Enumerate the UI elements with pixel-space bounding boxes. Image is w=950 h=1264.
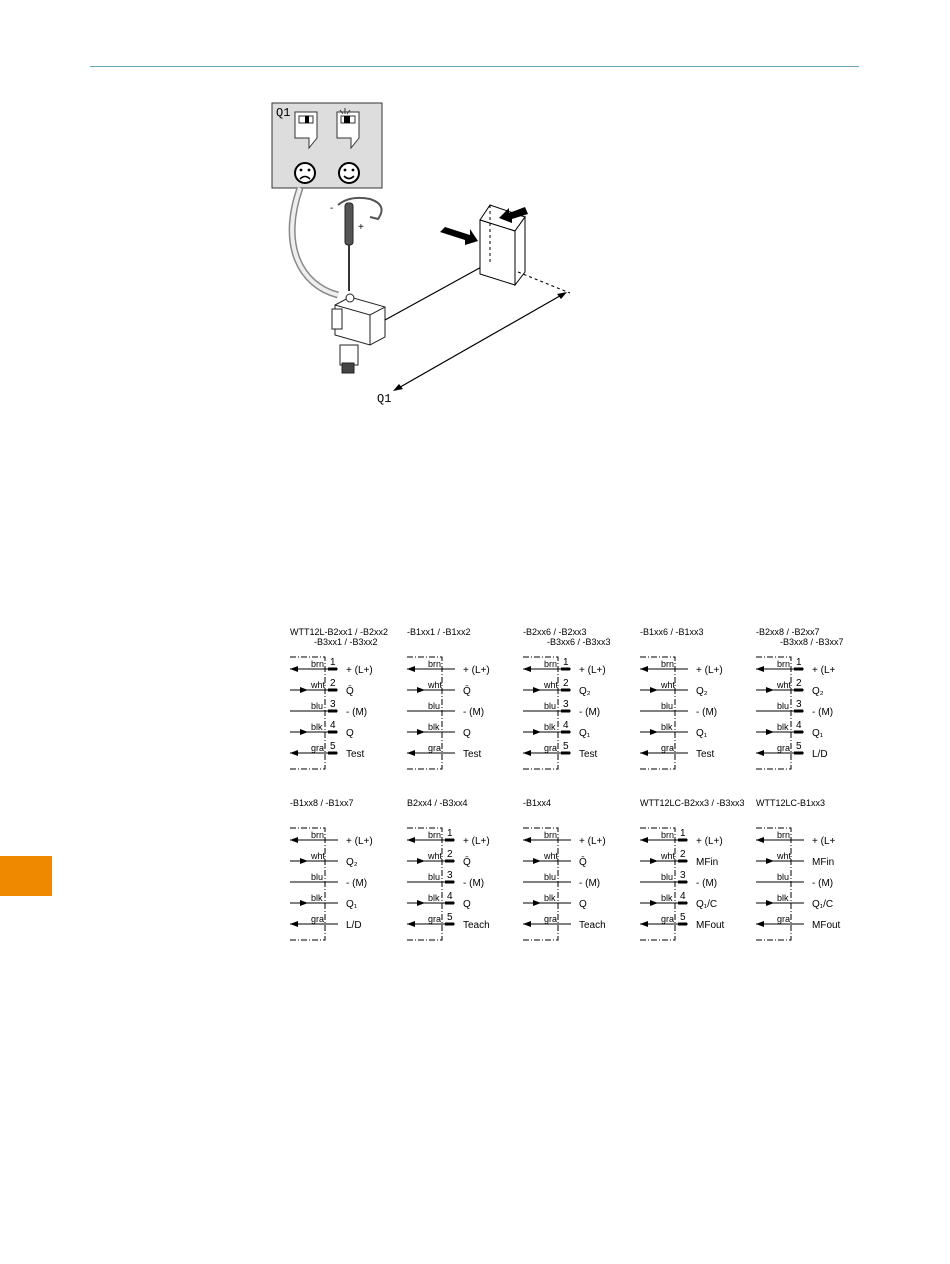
signal-label: - (M) [812,707,834,718]
signal-label: + (L+) [463,836,490,847]
signal-label: + (L+) [696,836,723,847]
signal-label: Teach [463,920,490,931]
arrow-in-icon [756,666,764,672]
pin-number: 2 [563,678,569,689]
arrow-out-icon [766,900,774,906]
wire-color-label: blk [777,722,789,732]
signal-label: - (M) [696,707,718,718]
connection-diagram [640,627,750,777]
signal-label: - (M) [346,878,368,889]
arrow-in-icon [407,750,415,756]
arrow-out-icon [766,687,774,693]
signal-label: Q̄ [463,857,471,868]
arrow-in-icon [640,750,648,756]
pin-number: 5 [330,741,336,752]
wire-color-label: blk [661,893,673,903]
arrow-out-icon [417,687,425,693]
wire-color-label: blk [544,893,556,903]
diagram-title-line: WTT12LC-B1xx3 [756,798,826,808]
wire-color-label: wht [544,851,559,861]
connection-diagram [290,798,400,948]
diagram-title-line: -B1xx1 / -B1xx2 [407,627,471,637]
signal-label: + (L+ [812,836,836,847]
wire-color-label: brn [777,659,791,669]
arrow-in-icon [407,666,415,672]
pin-number: 5 [447,912,453,923]
wiring-diagram [640,627,750,777]
signal-label: - (M) [812,878,834,889]
signal-label: - (M) [463,707,485,718]
wire-color-label: gra [544,743,558,753]
arrow-in-icon [756,837,764,843]
signal-label: Q₂ [579,686,591,697]
signal-label: Q₂ [812,686,824,697]
wire-color-label: gra [311,743,325,753]
signal-label: Q [463,899,471,910]
signal-label: MFout [696,920,725,931]
wire-color-label: brn [544,659,558,669]
pin-number: 5 [680,912,686,923]
diagram-title-line: -B1xx8 / -B1xx7 [290,798,354,808]
signal-label: + (L+) [463,665,490,676]
arrow-out-icon [650,729,658,735]
diagram-title-line: -B2xx8 / -B2xx7 [756,627,820,637]
arrow-in-icon [640,921,648,927]
wire-color-label: gra [428,914,442,924]
wire-color-label: blk [311,893,323,903]
wiring-diagram [290,798,400,948]
arrow-out-icon [417,900,425,906]
arrow-out-icon [533,687,541,693]
pin-number: 1 [330,657,336,668]
wiring-diagram [407,627,517,777]
arrow-in-icon [290,750,298,756]
arrow-out-icon [766,858,774,864]
signal-label: Q [463,728,471,739]
wire-color-label: blu [661,872,674,882]
arrow-in-icon [523,837,531,843]
diagram-title-line: WTT12LC-B2xx3 / -B3xx3 [640,798,745,808]
connection-diagram [407,627,517,777]
signal-label: Test [579,749,598,760]
wire-color-label: blk [428,722,440,732]
arrow-in-icon [523,921,531,927]
signal-label: Q₂ [346,857,358,868]
wire-color-label: gra [661,914,675,924]
plus-sign: + [358,222,364,233]
wire-color-label: blk [311,722,323,732]
pin-number: 3 [680,870,686,881]
pin-number: 2 [796,678,802,689]
distance-label: Q1 [377,392,392,406]
wiring-diagram [756,627,866,777]
wire-color-label: brn [544,830,558,840]
wire-color-label: gra [777,743,791,753]
signal-label: + (L+) [696,665,723,676]
arrow-in-icon [290,921,298,927]
signal-label: Q₁ [812,728,824,739]
header-rule [90,66,859,67]
arrow-out-icon [533,858,541,864]
wire-color-label: brn [661,830,675,840]
wire-color-label: wht [428,851,443,861]
wire-color-label: brn [428,830,442,840]
pin-number: 4 [563,720,569,731]
pin-number: 1 [563,657,569,668]
diagram-title-line: -B1xx6 / -B1xx3 [640,627,704,637]
signal-label: Q₁ [579,728,591,739]
signal-label: + (L+) [346,665,373,676]
arrow-out-icon [300,729,308,735]
arrow-in-icon [640,837,648,843]
wire-color-label: wht [544,680,559,690]
wire-color-label: brn [661,659,675,669]
panel-label: Q1 [276,106,291,120]
arrow-in-icon [756,750,764,756]
pin-number: 2 [680,849,686,860]
arrow-out-icon [533,729,541,735]
pin-number: 2 [447,849,453,860]
pin-number: 5 [563,741,569,752]
object-icon [440,205,528,285]
pin-number: 1 [680,828,686,839]
wire-color-label: blu [428,872,441,882]
light-beam [385,265,485,320]
distance-dimension [377,272,570,406]
signal-label: Test [696,749,715,760]
pin-number: 3 [447,870,453,881]
diagram-title-line: B2xx4 / -B3xx4 [407,798,468,808]
chapter-tab [0,856,52,896]
signal-label: MFin [696,857,719,868]
wire-color-label: wht [777,680,792,690]
connection-diagram [523,627,633,777]
signal-label: Q₁ [696,728,708,739]
signal-label: Q₁/C [812,899,834,910]
pin-number: 1 [447,828,453,839]
arrow-out-icon [650,900,658,906]
signal-label: - (M) [463,878,485,889]
wire-color-label: wht [311,680,326,690]
pin-number: 2 [330,678,336,689]
wire-color-label: blk [544,722,556,732]
signal-label: Teach [579,920,606,931]
signal-label: + (L+) [579,665,606,676]
connection-diagram [756,627,866,777]
wire-color-label: gra [544,914,558,924]
signal-label: L/D [812,749,828,760]
connection-diagram [756,798,866,948]
diagram-title-line: -B3xx1 / -B3xx2 [314,637,378,647]
signal-label: + (L+) [346,836,373,847]
pin-number: 4 [447,891,453,902]
wire-color-label: blu [311,701,324,711]
signal-label: - (M) [346,707,368,718]
diagram-title-line: -B3xx8 / -B3xx7 [780,637,844,647]
pin-number: 3 [330,699,336,710]
signal-label: - (M) [696,878,718,889]
signal-label: + (L+) [579,836,606,847]
signal-label: Q̄ [346,686,354,697]
wire-color-label: blu [428,701,441,711]
screwdriver-icon [345,203,353,291]
connection-diagram [407,798,517,948]
wire-color-label: blu [777,872,790,882]
signal-label: Q̄ [463,686,471,697]
wiring-diagram [290,627,400,777]
push-arrow-left [440,227,478,245]
wire-color-label: gra [428,743,442,753]
signal-label: - (M) [579,707,601,718]
pin-number: 4 [680,891,686,902]
arrow-in-icon [523,750,531,756]
wire-color-label: blk [777,893,789,903]
wire-color-label: blk [661,722,673,732]
pin-number: 1 [796,657,802,668]
arrow-out-icon [300,858,308,864]
diagram-title-line: WTT12L-B2xx1 / -B2xx2 [290,627,389,637]
wiring-diagram [756,798,866,948]
signal-label: Q [346,728,354,739]
arrow-in-icon [640,666,648,672]
wiring-diagram [640,798,750,948]
arrow-out-icon [300,900,308,906]
pin-number: 4 [330,720,336,731]
signal-label: Test [346,749,365,760]
arrow-out-icon [650,687,658,693]
wire-color-label: blu [661,701,674,711]
minus-sign: - [330,203,334,214]
wire-color-label: blu [777,701,790,711]
sad-face-icon [295,163,315,183]
arrow-in-icon [756,921,764,927]
signal-label: + (L+ [812,665,836,676]
signal-label: Q₁/C [696,899,718,910]
wiring-diagram [523,798,633,948]
diagram-title-line: -B2xx6 / -B2xx3 [523,627,587,637]
sensor-icon [332,294,385,373]
connection-diagram [290,627,400,777]
wire-color-label: wht [311,851,326,861]
signal-label: Q₂ [696,686,708,697]
connection-diagram [640,798,750,948]
wire-color-label: brn [311,830,325,840]
adjustment-illustration [260,95,590,415]
wire-color-label: brn [777,830,791,840]
signal-label: Q₁ [346,899,358,910]
wire-color-label: gra [777,914,791,924]
diagram-title-line: -B3xx6 / -B3xx3 [547,637,611,647]
arrow-out-icon [300,687,308,693]
callout-panel [272,103,382,188]
arrow-in-icon [407,921,415,927]
pin-number: 5 [796,741,802,752]
wire-color-label: brn [311,659,325,669]
arrow-in-icon [290,837,298,843]
signal-label: Q [579,899,587,910]
wire-color-label: blu [544,701,557,711]
wire-color-label: wht [661,851,676,861]
arrow-out-icon [650,858,658,864]
signal-label: L/D [346,920,362,931]
pin-number: 4 [796,720,802,731]
wire-color-label: gra [661,743,675,753]
wire-color-label: wht [428,680,443,690]
diagram-title-line: -B1xx4 [523,798,552,808]
pin-number: 3 [796,699,802,710]
signal-label: MFin [812,857,835,868]
wire-color-label: wht [661,680,676,690]
pin-number: 3 [563,699,569,710]
signal-label: Q̄ [579,857,587,868]
wire-color-label: blk [428,893,440,903]
signal-label: Test [463,749,482,760]
arrow-in-icon [290,666,298,672]
wire-color-label: blu [544,872,557,882]
wire-color-label: gra [311,914,325,924]
wire-color-label: blu [311,872,324,882]
arrow-in-icon [407,837,415,843]
signal-label: MFout [812,920,841,931]
wiring-diagram [523,627,633,777]
arrow-out-icon [417,729,425,735]
signal-label: - (M) [579,878,601,889]
connection-diagram [523,798,633,948]
happy-face-icon [339,163,359,183]
arrow-out-icon [417,858,425,864]
arrow-in-icon [523,666,531,672]
arrow-out-icon [766,729,774,735]
rotation-arrow-icon [330,198,382,233]
wire-color-label: brn [428,659,442,669]
wiring-diagram [407,798,517,948]
wire-color-label: wht [777,851,792,861]
arrow-out-icon [533,900,541,906]
